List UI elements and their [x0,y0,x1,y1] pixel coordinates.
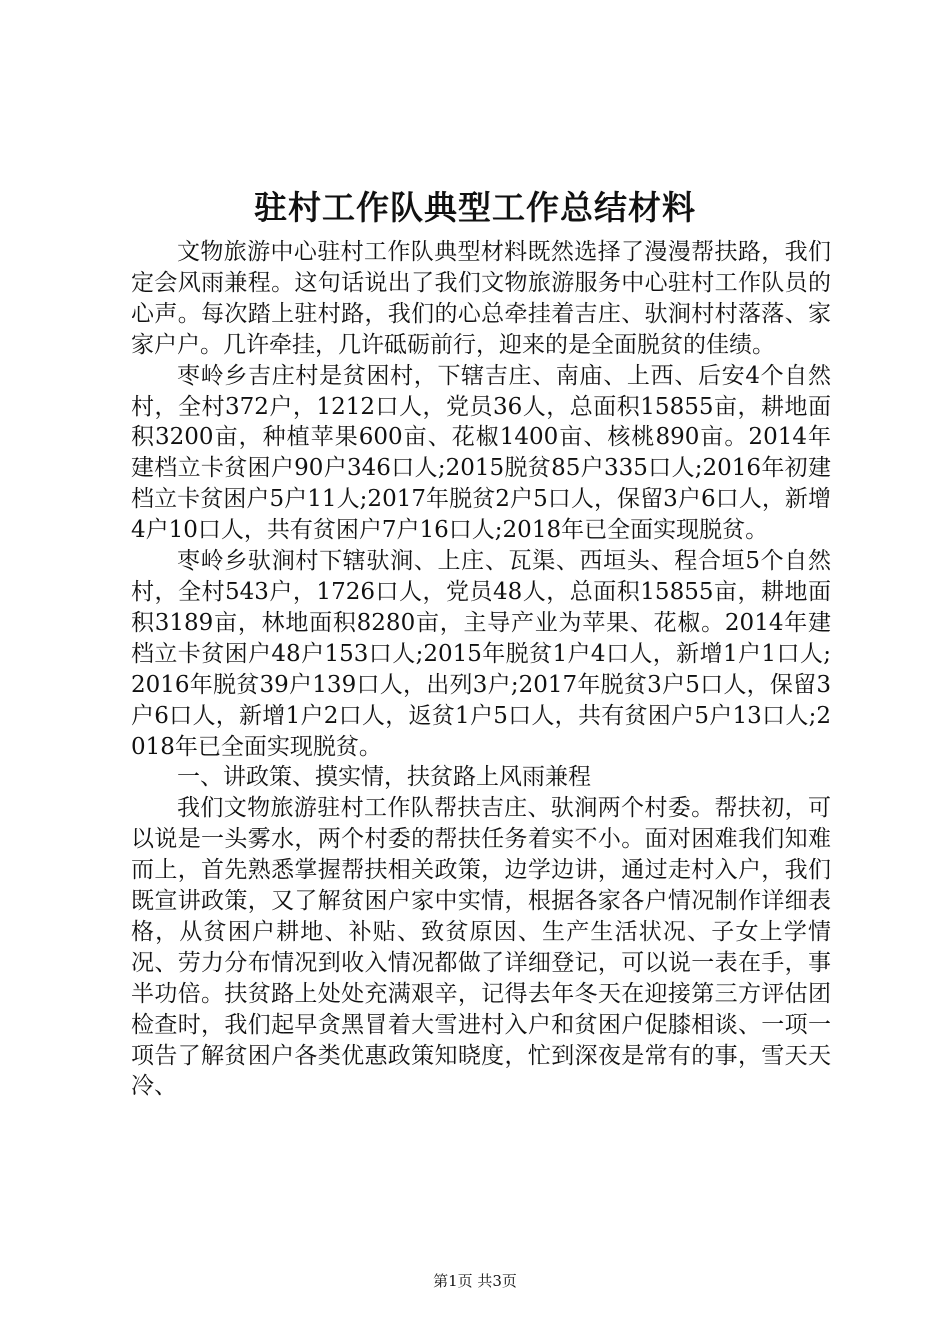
document-title: 驻村工作队典型工作总结材料 [254,188,696,227]
page-footer: 第1页 共3页 [433,1272,517,1290]
section-heading-policy: 一、讲政策、摸实情，扶贫路上风雨兼程 [177,764,591,791]
paragraph-policy-work: 我们文物旅游驻村工作队帮扶吉庄、驮涧两个村委。帮扶初，可以说是一头雾水，两个村委的帮扶任务着实不小。面对困难我们知难而上，首先熟悉掌握帮扶相关政策，边学边讲，通过走村入户，我们既宣讲政策，又了解贫困户家中实情，根据各家各户情况制作详细表格，从贫困户耕地、补贴、致贫原因、生产生活状况、子女上学情况、劳力分布情况到收入情况都做了详细登记，可以说一表在手，事半功倍。扶贫路上处处充满艰辛，记得去年冬天在迎接第三方评估团检查时，我们起早贪黑冒着大雪进村入户和贫困户促膝相谈、一项一项告了解贫困户各类优惠政策知晓度，忙到深夜是常有的事，雪天天冷、 [131,795,831,1100]
paragraph-intro: 文物旅游中心驻村工作队典型材料既然选择了漫漫帮扶路，我们定会风雨兼程。这句话说出了我们文物旅游服务中心驻村工作队员的心声。每次踏上驻村路，我们的心总牵挂着吉庄、驮涧村村落落、家家户户。几许牵挂，几许砥砺前行，迎来的是全面脱贫的佳绩。 [131,239,831,358]
document-body [131,237,831,1102]
paragraph-tuojian-village: 枣岭乡驮涧村下辖驮涧、上庄、瓦渠、西垣头、程合垣5个自然村，全村543户，1726口人，党员48人，总面积15855亩，耕地面积3189亩，林地面积8280亩，主导产业为苹果、花椒。2014年建档立卡贫困户48户153口人;2015年脱贫1户4口人，新增1户1口人;2016年脱贫39户139口人，出列3户;2017年脱贫3户5口人，保留3户6口人，新增1户2口人，返贫1户5口人，共有贫困户5户13口人;2018年已全面实现脱贫。 [131,548,831,760]
paragraph-jizhuang-village: 枣岭乡吉庄村是贫困村，下辖吉庄、南庙、上西、后安4个自然村，全村372户，1212口人，党员36人，总面积15855亩，耕地面积3200亩，种植苹果600亩、花椒1400亩、核桃890亩。2014年建档立卡贫困户90户346口人;2015脱贫85户335口人;2016年初建档立卡贫困户5户11人;2017年脱贫2户5口人，保留3户6口人，新增4户10口人，共有贫困户7户16口人;2018年已全面实现脱贫。 [131,362,831,544]
